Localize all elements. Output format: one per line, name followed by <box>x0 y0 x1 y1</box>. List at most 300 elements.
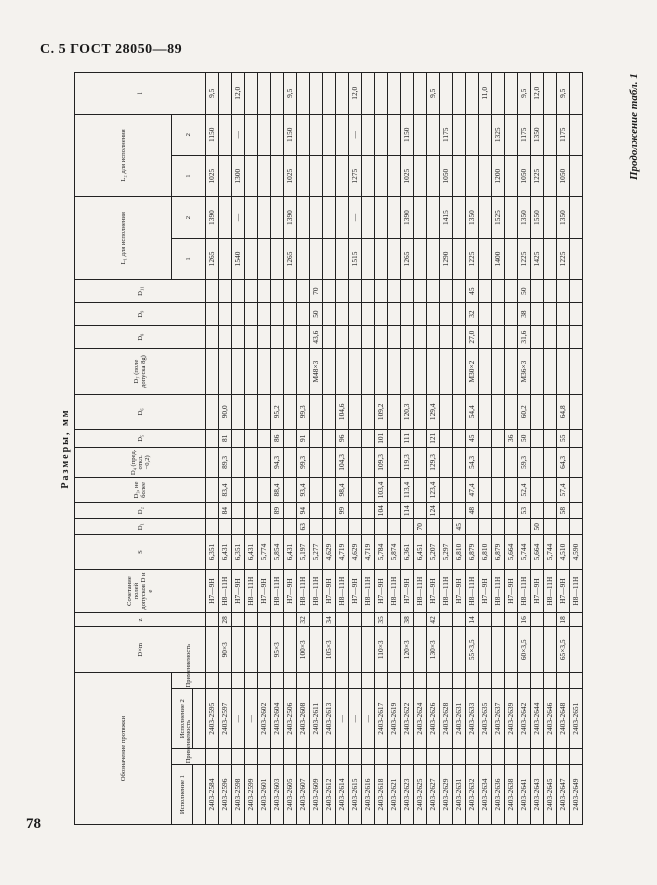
cell-d4 <box>505 447 518 477</box>
cell-l2b: — <box>232 114 245 155</box>
cell-l <box>440 73 453 115</box>
cell-l2a <box>570 155 583 196</box>
cell-a2 <box>284 673 297 689</box>
cell-d3: 98,4 <box>336 477 349 502</box>
cell-a1 <box>232 749 245 765</box>
cell-d5 <box>479 429 492 447</box>
cell-d6 <box>349 395 362 429</box>
cell-v2: 2403-2628 <box>440 689 453 749</box>
cell-l1b <box>297 197 310 238</box>
cell-l: 9,5 <box>427 73 440 115</box>
cell-a1 <box>440 749 453 765</box>
cell-v1: 2403-2647 <box>557 765 570 825</box>
cell-l: 9,5 <box>206 73 219 115</box>
cell-a1 <box>271 749 284 765</box>
cell-dxm: 65×3,5 <box>557 627 570 673</box>
cell-d3: 88,4 <box>271 477 284 502</box>
cell-l2b <box>570 114 583 155</box>
cell-comb: Н7—9Н <box>401 569 414 613</box>
cell-d3 <box>531 477 544 502</box>
cell-l1a: 1225 <box>466 238 479 279</box>
table-row <box>531 73 544 825</box>
cell-d3 <box>570 477 583 502</box>
cell-v1: 2403-2631 <box>453 765 466 825</box>
cell-l1a <box>245 238 258 279</box>
cell-d8 <box>505 326 518 349</box>
cell-d4: 94,3 <box>271 447 284 477</box>
cell-d6 <box>388 395 401 429</box>
cell-l1b <box>505 197 518 238</box>
cell-l <box>245 73 258 115</box>
cell-d7 <box>479 349 492 395</box>
cell-d1 <box>557 519 570 535</box>
cell-l1b <box>427 197 440 238</box>
cell-d9 <box>388 303 401 326</box>
cell-l2b: 1150 <box>401 114 414 155</box>
cell-l1a <box>310 238 323 279</box>
cell-l2b: 1350 <box>531 114 544 155</box>
cell-d4 <box>388 447 401 477</box>
cell-v2: 2403-2648 <box>557 689 570 749</box>
cell-l1b <box>219 197 232 238</box>
rotated-table-area <box>60 72 626 825</box>
cell-l1a <box>505 238 518 279</box>
cell-z <box>505 613 518 627</box>
cell-v1: 2403-2596 <box>219 765 232 825</box>
cell-s: 5,784 <box>375 535 388 569</box>
cell-d9 <box>219 303 232 326</box>
cell-d5 <box>232 429 245 447</box>
cell-v1: 2403-2632 <box>466 765 479 825</box>
cell-d5: 91 <box>297 429 310 447</box>
cell-a2 <box>505 673 518 689</box>
cell-d6 <box>570 395 583 429</box>
cell-d2 <box>310 503 323 519</box>
cell-d7 <box>232 349 245 395</box>
cell-l2a <box>466 155 479 196</box>
cell-l: 9,5 <box>284 73 297 115</box>
cell-v2: 2403-2635 <box>479 689 492 749</box>
cell-d2 <box>531 503 544 519</box>
cell-d8 <box>362 326 375 349</box>
cell-d11: 45 <box>466 280 479 303</box>
cell-d4 <box>323 447 336 477</box>
cell-dxm <box>206 627 219 673</box>
cell-d6: 99,3 <box>297 395 310 429</box>
cell-l2b <box>479 114 492 155</box>
cell-l1b: 1390 <box>401 197 414 238</box>
cell-d9 <box>531 303 544 326</box>
cell-l2a: 1275 <box>349 155 362 196</box>
cell-d9 <box>505 303 518 326</box>
cell-l: 9,5 <box>557 73 570 115</box>
cell-l1a <box>297 238 310 279</box>
cell-d2 <box>414 503 427 519</box>
cell-l1b <box>310 197 323 238</box>
cell-l1a: 1265 <box>284 238 297 279</box>
cell-d2: 124 <box>427 503 440 519</box>
cell-l <box>453 73 466 115</box>
cell-v2: 2403-2644 <box>531 689 544 749</box>
cell-d8 <box>245 326 258 349</box>
cell-d3 <box>362 477 375 502</box>
cell-d11 <box>440 280 453 303</box>
cell-d1 <box>323 519 336 535</box>
cell-d4 <box>258 447 271 477</box>
cell-d7 <box>557 349 570 395</box>
cell-l2b <box>427 114 440 155</box>
cell-z <box>440 613 453 627</box>
cell-z <box>258 613 271 627</box>
cell-l2b <box>323 114 336 155</box>
cell-l1a <box>336 238 349 279</box>
cell-dxm <box>453 627 466 673</box>
cell-d6: 60,2 <box>518 395 531 429</box>
cell-dxm: 100×3 <box>297 627 310 673</box>
cell-d9 <box>453 303 466 326</box>
cell-d8 <box>492 326 505 349</box>
col-l2: L₂ для исполнения <box>75 114 172 197</box>
cell-dxm <box>388 627 401 673</box>
cell-d9 <box>440 303 453 326</box>
cell-l: 12,0 <box>531 73 544 115</box>
cell-d7: М36×3 <box>518 349 531 395</box>
cell-l2b: 1175 <box>557 114 570 155</box>
cell-l2a: 1025 <box>284 155 297 196</box>
cell-l1a <box>258 238 271 279</box>
cell-l2a <box>336 155 349 196</box>
table-row <box>518 73 531 825</box>
col-l2-sub2: 2 <box>172 114 206 155</box>
cell-z <box>492 613 505 627</box>
cell-l1a: 1265 <box>206 238 219 279</box>
cell-d2: 114 <box>401 503 414 519</box>
cell-l1b <box>414 197 427 238</box>
cell-d5 <box>440 429 453 447</box>
cell-v2: 2403-2624 <box>414 689 427 749</box>
cell-d8 <box>570 326 583 349</box>
cell-d9 <box>206 303 219 326</box>
cell-l2b <box>245 114 258 155</box>
cell-a2 <box>310 673 323 689</box>
page-header: С. 5 ГОСТ 28050—89 <box>40 42 183 57</box>
table-row <box>271 73 284 825</box>
cell-d5: 81 <box>219 429 232 447</box>
cell-l2b <box>271 114 284 155</box>
col-d9: D₉ <box>75 303 206 326</box>
table-row <box>336 73 349 825</box>
cell-l <box>466 73 479 115</box>
cell-l1b <box>258 197 271 238</box>
cell-d7 <box>258 349 271 395</box>
cell-dxm <box>245 627 258 673</box>
cell-d9 <box>570 303 583 326</box>
cell-d4 <box>310 447 323 477</box>
cell-d5 <box>284 429 297 447</box>
col-d4: D₄ (пред. откл. −0,2) <box>75 447 206 477</box>
cell-d3: 83,4 <box>219 477 232 502</box>
cell-d6: 90,0 <box>219 395 232 429</box>
cell-d11 <box>375 280 388 303</box>
cell-l2a <box>362 155 375 196</box>
cell-z <box>479 613 492 627</box>
cell-d2: 94 <box>297 503 310 519</box>
table-row <box>570 73 583 825</box>
cell-z <box>310 613 323 627</box>
cell-v2: — <box>336 689 349 749</box>
cell-d2 <box>258 503 271 519</box>
cell-d2: 104 <box>375 503 388 519</box>
cell-l <box>544 73 557 115</box>
cell-d6 <box>284 395 297 429</box>
cell-z <box>336 613 349 627</box>
cell-a1 <box>349 749 362 765</box>
cell-v2: 2403-2611 <box>310 689 323 749</box>
cell-v2: 2403-2602 <box>258 689 271 749</box>
cell-s: 4,629 <box>349 535 362 569</box>
cell-d4 <box>245 447 258 477</box>
cell-d7 <box>544 349 557 395</box>
cell-d2 <box>232 503 245 519</box>
cell-comb: Н8—11Н <box>388 569 401 613</box>
col-variant1: Исполнение 1 <box>172 765 193 825</box>
cell-s: 6,451 <box>414 535 427 569</box>
cell-s: 4,590 <box>570 535 583 569</box>
cell-d4: 104,3 <box>336 447 349 477</box>
cell-d4 <box>492 447 505 477</box>
cell-a2 <box>557 673 570 689</box>
cell-d9 <box>544 303 557 326</box>
cell-d4 <box>453 447 466 477</box>
cell-v1: 2403-2621 <box>388 765 401 825</box>
cell-d11: 50 <box>518 280 531 303</box>
cell-comb: Н8—11Н <box>297 569 310 613</box>
cell-l1a <box>388 238 401 279</box>
cell-d2: 58 <box>557 503 570 519</box>
cell-l1a: 1290 <box>440 238 453 279</box>
cell-d3 <box>245 477 258 502</box>
cell-d4 <box>570 447 583 477</box>
cell-l: 12,0 <box>349 73 362 115</box>
cell-l2b: — <box>349 114 362 155</box>
cell-dxm: 55×3,5 <box>466 627 479 673</box>
cell-d5 <box>388 429 401 447</box>
cell-comb: Н7—9Н <box>427 569 440 613</box>
cell-a1 <box>401 749 414 765</box>
cell-comb: Н8—11Н <box>544 569 557 613</box>
cell-z: 42 <box>427 613 440 627</box>
cell-l2a <box>388 155 401 196</box>
cell-l2b: 1150 <box>284 114 297 155</box>
cell-v1: 2403-2601 <box>258 765 271 825</box>
cell-s: 6,810 <box>479 535 492 569</box>
cell-d7 <box>388 349 401 395</box>
cell-d2 <box>206 503 219 519</box>
cell-d9: 38 <box>518 303 531 326</box>
cell-d9 <box>349 303 362 326</box>
cell-comb: Н7—9Н <box>557 569 570 613</box>
cell-d7 <box>323 349 336 395</box>
table-row <box>219 73 232 825</box>
cell-d3 <box>258 477 271 502</box>
cell-d7 <box>427 349 440 395</box>
cell-d2: 84 <box>219 503 232 519</box>
cell-l1a <box>362 238 375 279</box>
cell-z <box>245 613 258 627</box>
cell-a1 <box>219 749 232 765</box>
cell-d8: 27,0 <box>466 326 479 349</box>
cell-d5 <box>453 429 466 447</box>
cell-d9 <box>557 303 570 326</box>
cell-d7 <box>245 349 258 395</box>
table-row <box>479 73 492 825</box>
table-row <box>427 73 440 825</box>
cell-d5 <box>531 429 544 447</box>
cell-dxm <box>479 627 492 673</box>
cell-l1b <box>336 197 349 238</box>
cell-dxm <box>531 627 544 673</box>
cell-l1a <box>544 238 557 279</box>
table-row <box>310 73 323 825</box>
cell-l2a <box>427 155 440 196</box>
cell-d4 <box>206 447 219 477</box>
col-d3: D₃, не более <box>75 477 206 502</box>
cell-d1 <box>258 519 271 535</box>
cell-a1 <box>492 749 505 765</box>
cell-d11 <box>232 280 245 303</box>
cell-s: 6,879 <box>466 535 479 569</box>
cell-d4 <box>362 447 375 477</box>
cell-a1 <box>323 749 336 765</box>
cell-d1 <box>466 519 479 535</box>
cell-v2: 2403-2651 <box>570 689 583 749</box>
cell-d1 <box>479 519 492 535</box>
cell-d6 <box>531 395 544 429</box>
col-d5: D₅ <box>75 429 206 447</box>
cell-d2 <box>245 503 258 519</box>
cell-d5 <box>310 429 323 447</box>
cell-d6 <box>479 395 492 429</box>
cell-d9 <box>297 303 310 326</box>
cell-d5 <box>206 429 219 447</box>
col-designation: Обозначение протяжки <box>75 673 172 825</box>
cell-v1: 2403-2616 <box>362 765 375 825</box>
cell-d5 <box>492 429 505 447</box>
cell-a1 <box>206 749 219 765</box>
cell-z <box>284 613 297 627</box>
cell-s: 6,810 <box>453 535 466 569</box>
col-l2-sub1: 1 <box>172 155 206 196</box>
table-row <box>362 73 375 825</box>
cell-l2a <box>310 155 323 196</box>
cell-d9 <box>271 303 284 326</box>
cell-d6: 64,8 <box>557 395 570 429</box>
cell-a2 <box>323 673 336 689</box>
cell-a2 <box>297 673 310 689</box>
cell-s: 4,719 <box>362 535 375 569</box>
cell-z: 38 <box>401 613 414 627</box>
cell-d6 <box>232 395 245 429</box>
cell-v2: 2403-2617 <box>375 689 388 749</box>
cell-d6 <box>362 395 375 429</box>
cell-comb: Н8—11Н <box>492 569 505 613</box>
cell-z: 32 <box>297 613 310 627</box>
cell-d9 <box>336 303 349 326</box>
table-row <box>284 73 297 825</box>
cell-l1a: 1225 <box>557 238 570 279</box>
cell-d2 <box>284 503 297 519</box>
cell-a2 <box>466 673 479 689</box>
cell-v2: 2403-2608 <box>297 689 310 749</box>
cell-d6 <box>492 395 505 429</box>
cell-d6: 95,2 <box>271 395 284 429</box>
cell-comb: Н7—9Н <box>206 569 219 613</box>
cell-a2 <box>362 673 375 689</box>
cell-d6 <box>206 395 219 429</box>
cell-l1b: 1350 <box>557 197 570 238</box>
cell-d8 <box>336 326 349 349</box>
col-d8: D₈ <box>75 326 206 349</box>
cell-z: 35 <box>375 613 388 627</box>
table-row <box>388 73 401 825</box>
cell-comb: Н7—9Н <box>453 569 466 613</box>
cell-l1a <box>479 238 492 279</box>
cell-dxm <box>570 627 583 673</box>
cell-l2a: 1050 <box>518 155 531 196</box>
cell-d11 <box>219 280 232 303</box>
dimensions-table <box>74 72 583 825</box>
cell-d4: 99,3 <box>297 447 310 477</box>
cell-l1a: 1515 <box>349 238 362 279</box>
cell-z <box>453 613 466 627</box>
cell-d1: 50 <box>531 519 544 535</box>
cell-d2 <box>544 503 557 519</box>
cell-d5: 101 <box>375 429 388 447</box>
cell-v2: 2403-2646 <box>544 689 557 749</box>
cell-d5 <box>362 429 375 447</box>
col-z: z <box>75 613 206 627</box>
cell-l1a: 1400 <box>492 238 505 279</box>
cell-a2 <box>232 673 245 689</box>
cell-v2: 2403-2597 <box>219 689 232 749</box>
cell-l2a <box>505 155 518 196</box>
cell-l2a: 1225 <box>531 155 544 196</box>
cell-d7 <box>336 349 349 395</box>
cell-d11 <box>544 280 557 303</box>
cell-l1b: 1550 <box>531 197 544 238</box>
cell-a2 <box>401 673 414 689</box>
cell-v1: 2403-2629 <box>440 765 453 825</box>
cell-a2 <box>271 673 284 689</box>
cell-v1: 2403-2612 <box>323 765 336 825</box>
cell-d1 <box>219 519 232 535</box>
cell-v1: 2403-2623 <box>401 765 414 825</box>
cell-a2 <box>336 673 349 689</box>
cell-d4 <box>479 447 492 477</box>
cell-a2 <box>518 673 531 689</box>
table-title: Размеры, мм <box>60 408 71 489</box>
cell-z: 34 <box>323 613 336 627</box>
cell-d6 <box>505 395 518 429</box>
cell-l <box>570 73 583 115</box>
cell-l2a: 1300 <box>232 155 245 196</box>
cell-dxm <box>284 627 297 673</box>
cell-d2: 99 <box>336 503 349 519</box>
table-row <box>401 73 414 825</box>
cell-v1: 2403-2649 <box>570 765 583 825</box>
cell-d5: 111 <box>401 429 414 447</box>
cell-d1 <box>284 519 297 535</box>
